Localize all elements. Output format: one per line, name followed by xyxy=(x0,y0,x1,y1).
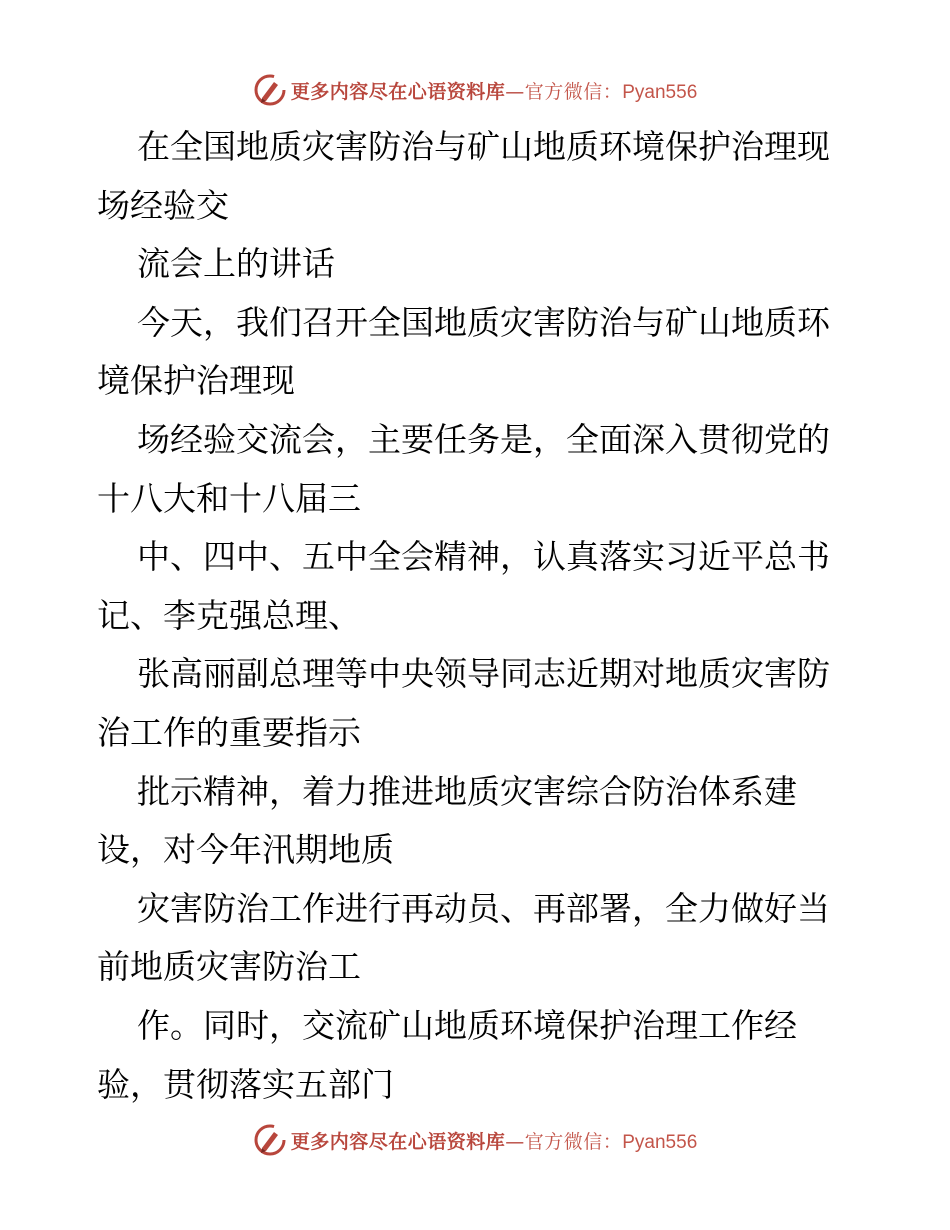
footer-banner[interactable] xyxy=(0,1120,950,1160)
text-line: 中、四中、五中全会精神，认真落实习近平总书 xyxy=(137,537,830,577)
banner-wechat-id: Pyan556 xyxy=(622,1131,698,1153)
text-line: 记、李克强总理、 xyxy=(97,595,361,635)
banner-text xyxy=(291,1127,698,1154)
text-line: 验，贯彻落实五部门 xyxy=(97,1064,394,1104)
banner-dash: — xyxy=(505,80,525,103)
text-line: 十八大和十八届三 xyxy=(97,478,361,518)
text-line: 批示精神，着力推进地质灾害综合防治体系建 xyxy=(137,771,797,811)
header-banner[interactable] xyxy=(0,70,950,110)
banner-site: 更多内容尽在心语资料库 xyxy=(290,1130,506,1153)
text-line: 前地质灾害防治工 xyxy=(97,947,361,987)
banner-wechat-id: Pyan556 xyxy=(622,81,698,103)
text-line: 治工作的重要指示 xyxy=(97,712,361,752)
banner-wechat-label: 官方微信： xyxy=(524,1130,623,1153)
text-line: 张高丽副总理等中央领导同志近期对地质灾害防 xyxy=(137,654,830,694)
text-line: 灾害防治工作进行再动员、再部署，全力做好当 xyxy=(137,888,830,928)
text-line: 流会上的讲话 xyxy=(137,244,335,284)
banner-site: 更多内容尽在心语资料库 xyxy=(290,80,506,103)
pen-circle-logo-icon xyxy=(253,1123,287,1157)
document-body xyxy=(97,118,857,1114)
text-line: 设，对今年汛期地质 xyxy=(97,830,394,870)
text-line: 在全国地质灾害防治与矿山地质环境保护治理现 xyxy=(137,127,830,166)
text-line: 作。同时，交流矿山地质环境保护治理工作经 xyxy=(137,1005,797,1045)
text-line: 场经验交 xyxy=(97,185,229,225)
text-line: 境保护治理现 xyxy=(97,361,295,401)
banner-text xyxy=(291,77,698,104)
banner-dash: — xyxy=(505,1130,525,1153)
banner-wechat-label: 官方微信： xyxy=(524,80,623,103)
pen-circle-logo-icon xyxy=(253,73,287,107)
text-line: 今天，我们召开全国地质灾害防治与矿山地质环 xyxy=(137,302,830,342)
text-line: 场经验交流会，主要任务是，全面深入贯彻党的 xyxy=(137,419,830,459)
